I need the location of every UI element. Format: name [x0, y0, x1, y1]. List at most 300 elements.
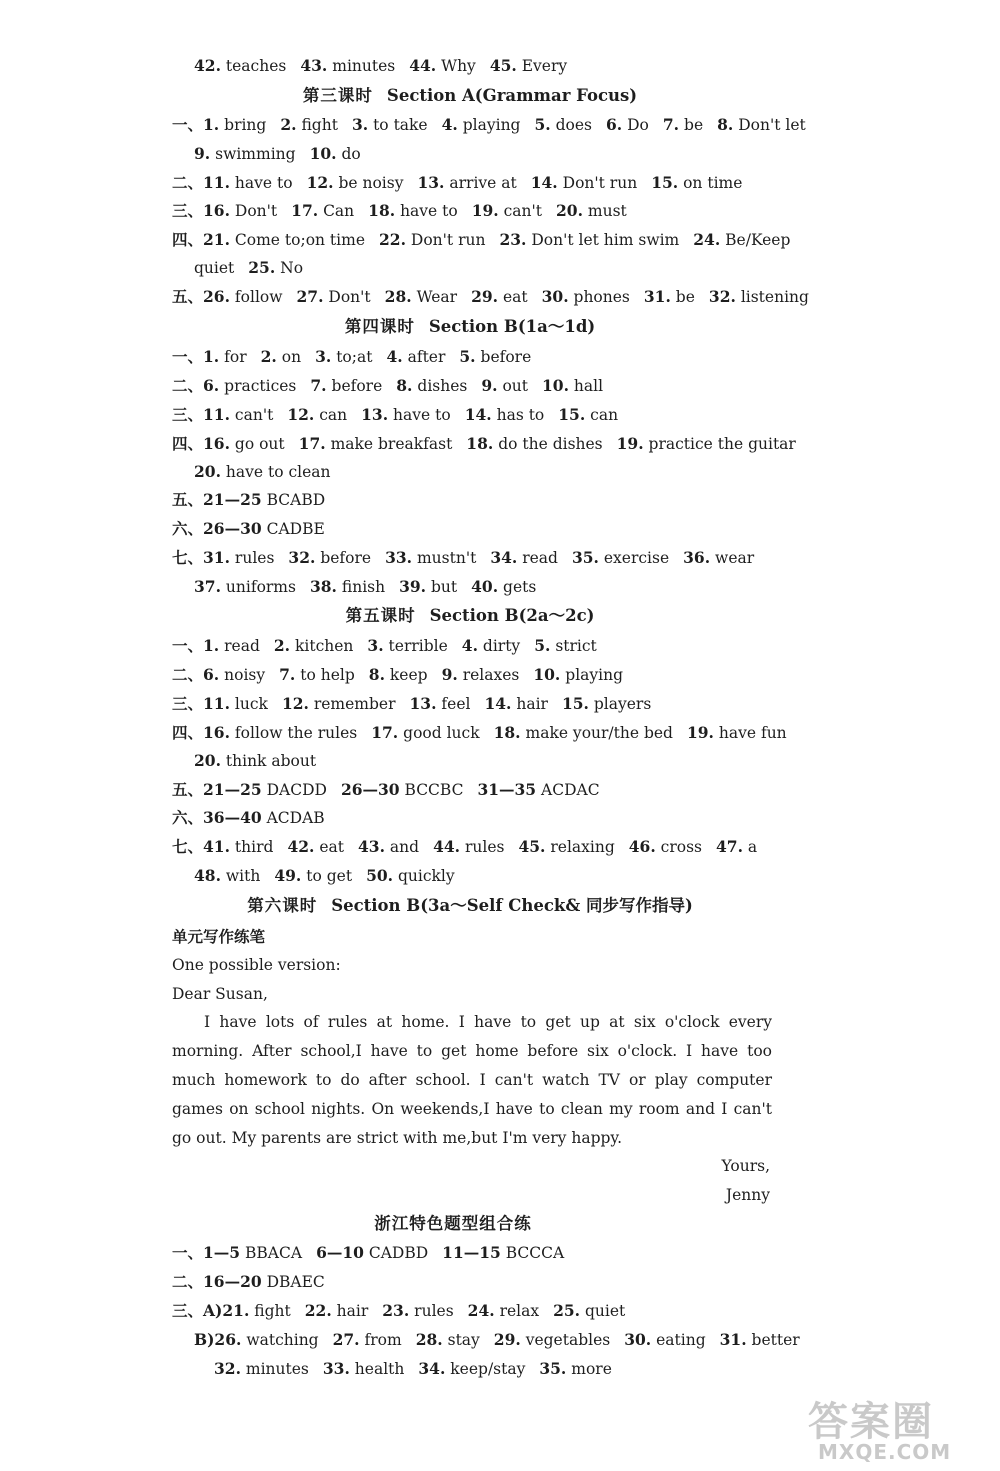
answer-text: players: [593, 695, 652, 713]
answer-item: [203, 520, 325, 538]
question-number: 29.: [471, 287, 499, 306]
answer-text: kitchen: [295, 637, 354, 655]
answer-item: [282, 695, 396, 713]
answer-item: [572, 549, 669, 567]
answer-text: after: [407, 348, 446, 366]
answer-item: [361, 406, 451, 424]
answer-item: [203, 116, 266, 134]
question-number: 34.: [418, 1359, 446, 1378]
answer-item: [542, 288, 630, 306]
answer-text: CADBD: [368, 1244, 429, 1262]
question-number: 19.: [686, 723, 714, 742]
question-number: 25.: [248, 258, 276, 277]
answer-text: must: [587, 202, 627, 220]
part-label: 三、: [172, 694, 204, 713]
answer-item: [203, 406, 273, 424]
part-label: 四、: [172, 723, 204, 742]
answer-text: have to: [234, 174, 293, 192]
question-number: 13.: [361, 405, 389, 424]
answer-item: [333, 1331, 402, 1349]
question-number: 18.: [368, 201, 396, 220]
answer-item: [472, 202, 542, 220]
question-number: 47.: [716, 837, 743, 856]
answer-text: to get: [306, 867, 353, 885]
answer-item: [533, 666, 623, 684]
section-title-cn: 第三课时: [302, 86, 373, 105]
question-number: 15.: [651, 173, 679, 192]
question-number: 4.: [441, 115, 458, 134]
answer-item: [203, 724, 357, 742]
question-number: 27.: [296, 287, 324, 306]
answer-item: [291, 202, 354, 220]
question-number: 12.: [306, 173, 334, 192]
answer-item: [624, 1331, 705, 1349]
part-label: 七、: [172, 548, 204, 567]
question-number: 45.: [489, 56, 517, 75]
question-number: 29.: [493, 1330, 521, 1349]
answer-line: [172, 200, 641, 222]
section-title: [0, 605, 940, 627]
answer-item: [366, 867, 455, 885]
answer-text: strict: [555, 637, 597, 655]
answer-line: [194, 55, 581, 77]
section-title: [0, 85, 940, 107]
question-number: 26.: [203, 287, 230, 306]
answer-item: [352, 116, 428, 134]
answer-text: hall: [573, 377, 604, 395]
answer-item: [542, 377, 603, 395]
question-number: 18.: [466, 434, 494, 453]
answer-item: [358, 838, 419, 856]
question-number: 6—10: [316, 1243, 364, 1262]
answer-text: have fun: [718, 724, 787, 742]
answer-item: [417, 174, 516, 192]
question-number: 24.: [467, 1301, 495, 1320]
answer-text: BCABD: [266, 491, 326, 509]
question-number: 20.: [556, 201, 583, 220]
answer-item: [499, 231, 679, 249]
answer-text: quiet: [585, 1302, 626, 1320]
part-label: 四、: [172, 230, 204, 249]
answer-text: remember: [313, 695, 396, 713]
answer-text: finish: [341, 578, 386, 596]
answer-item: [248, 259, 303, 277]
question-number: 31.: [643, 287, 671, 306]
answer-text: uniforms: [225, 578, 296, 596]
answer-item: [194, 752, 316, 770]
answer-text: CADBE: [266, 520, 325, 538]
answer-text: Don't run: [410, 231, 486, 249]
answer-item: [418, 1360, 525, 1378]
answer-item: [490, 57, 567, 75]
answer-text: Don't let: [738, 116, 806, 134]
question-number: 31.: [203, 548, 230, 567]
question-number: 36.: [683, 548, 711, 567]
answer-item: [307, 174, 404, 192]
answer-text: minutes: [332, 57, 396, 75]
question-number: 15.: [561, 694, 589, 713]
answer-text: be noisy: [338, 174, 404, 192]
answer-item: [465, 406, 545, 424]
answer-text: wear: [715, 549, 755, 567]
answer-line: [172, 114, 820, 136]
answer-text: good luck: [403, 724, 480, 742]
answer-text: from: [364, 1331, 402, 1349]
answer-text: can't: [234, 406, 274, 424]
watermark-cn: 答案圈: [808, 1399, 934, 1445]
answer-line: [172, 375, 617, 397]
answer-text: fight: [254, 1302, 291, 1320]
answer-text: and: [389, 838, 420, 856]
answer-line: [194, 143, 375, 165]
answer-item: [194, 145, 296, 163]
section-title-cn: 第六课时: [247, 896, 318, 915]
section-title: [0, 1213, 930, 1235]
answer-text: BCCCA: [505, 1244, 565, 1262]
question-number: 7.: [279, 665, 296, 684]
question-number: 22.: [379, 230, 406, 249]
answer-text: Don't run: [562, 174, 638, 192]
answer-item: [367, 637, 447, 655]
answer-item: [203, 781, 327, 799]
section-title-cn: 浙江特色题型组合练: [374, 1214, 532, 1233]
question-number: 34.: [490, 548, 518, 567]
answer-text: to;at: [336, 348, 373, 366]
part-label: 二、: [172, 1272, 204, 1291]
answer-text: more: [571, 1360, 612, 1378]
answer-item: [194, 1331, 319, 1349]
answer-item: [203, 348, 247, 366]
answer-item: [471, 578, 536, 596]
answer-item: [693, 231, 790, 249]
answer-item: [494, 724, 673, 742]
answer-item: [539, 1360, 612, 1378]
answer-text: vegetables: [525, 1331, 611, 1349]
question-number: 2.: [273, 636, 291, 655]
part-label: 七、: [172, 837, 204, 856]
answer-item: [194, 57, 286, 75]
section-title-cn: 第四课时: [344, 317, 415, 336]
answer-line: [172, 286, 823, 308]
question-number: 16.: [203, 201, 230, 220]
part-label: 五、: [172, 287, 204, 306]
question-number: 38.: [309, 577, 337, 596]
answer-line: [172, 836, 771, 858]
answer-line: [172, 693, 665, 715]
question-number: 20.: [194, 751, 221, 770]
question-number: 14.: [464, 405, 492, 424]
answer-text: follow the rules: [234, 724, 358, 742]
part-label: 二、: [172, 376, 204, 395]
question-number: 31.: [719, 1330, 747, 1349]
answer-item: [279, 666, 355, 684]
question-number: 10.: [533, 665, 561, 684]
answer-text: before: [480, 348, 532, 366]
answer-item: [203, 695, 268, 713]
question-number: 32.: [708, 287, 736, 306]
answer-item: [386, 348, 445, 366]
answer-text: eat: [502, 288, 528, 306]
answer-text: noisy: [224, 666, 266, 684]
question-number: 9.: [441, 665, 458, 684]
answer-item: [433, 838, 504, 856]
answer-text: bring: [224, 116, 267, 134]
question-number: 5.: [534, 115, 551, 134]
question-number: 16—20: [203, 1272, 262, 1291]
answer-item: [203, 1302, 291, 1320]
answer-item: [371, 724, 479, 742]
question-number: 33.: [322, 1359, 350, 1378]
question-number: 2.: [260, 347, 277, 366]
answer-item: [410, 695, 471, 713]
answer-item: [341, 781, 464, 799]
answer-text: stay: [447, 1331, 480, 1349]
part-label: 一、: [172, 636, 204, 655]
answer-item: [299, 435, 453, 453]
writing-heading: 单元写作练笔: [172, 927, 266, 946]
answer-item: [629, 838, 702, 856]
answer-text: minutes: [245, 1360, 309, 1378]
answer-item: [468, 1302, 539, 1320]
part-label: 五、: [172, 490, 204, 509]
answer-item: [459, 348, 531, 366]
question-number: 12.: [287, 405, 315, 424]
answer-text: phones: [573, 288, 630, 306]
answer-item: [409, 57, 476, 75]
answer-item: [442, 116, 521, 134]
answer-text: be: [684, 116, 704, 134]
answer-item: [316, 1244, 428, 1262]
answer-text: can: [590, 406, 619, 424]
question-number: 13.: [409, 694, 437, 713]
watermark-en: MXQE.COM: [818, 1440, 952, 1464]
answer-text: better: [751, 1331, 800, 1349]
question-number: 1.: [203, 115, 220, 134]
question-number: 44.: [409, 56, 437, 75]
letter-signature: Jenny: [725, 1186, 770, 1204]
section-title-en: Section A(Grammar Focus): [386, 86, 638, 105]
question-number: 6.: [203, 376, 220, 395]
answer-item: [462, 637, 520, 655]
question-number: 35.: [571, 548, 599, 567]
answer-item: [203, 838, 273, 856]
answer-item: [687, 724, 787, 742]
section-title: [0, 895, 940, 917]
answer-line: [214, 1358, 626, 1380]
answer-item: [385, 549, 476, 567]
answer-text: playing: [565, 666, 624, 684]
answer-text: eating: [656, 1331, 706, 1349]
part-label: 四、: [172, 434, 204, 453]
answer-text: be: [675, 288, 695, 306]
answer-item: [534, 637, 597, 655]
question-number: 28.: [384, 287, 412, 306]
answer-text: have to: [393, 406, 451, 424]
question-number: 17.: [371, 723, 399, 742]
part-label: 二、: [172, 173, 204, 192]
answer-text: has to: [496, 406, 545, 424]
answer-item: [382, 1302, 453, 1320]
answer-text: quickly: [397, 867, 455, 885]
question-number: 8.: [717, 115, 734, 134]
answer-item: [716, 838, 757, 856]
answer-text: before: [320, 549, 372, 567]
answer-text: practice the guitar: [648, 435, 796, 453]
section-title-en: Section B(3a～Self Check& 同步写作指导): [331, 896, 693, 915]
answer-item: [203, 174, 293, 192]
answer-text: Every: [521, 57, 568, 75]
answer-item: [194, 578, 296, 596]
answer-item: [214, 1360, 309, 1378]
answer-item: [323, 1360, 404, 1378]
answer-text: do: [341, 145, 361, 163]
answer-text: relaxing: [550, 838, 615, 856]
question-number: 19.: [616, 434, 644, 453]
answer-item: [484, 695, 548, 713]
part-label: 一、: [172, 347, 204, 366]
answer-line: [172, 635, 611, 657]
answer-item: [203, 377, 296, 395]
answer-text: for: [224, 348, 247, 366]
answer-text: hair: [516, 695, 548, 713]
answer-text: make breakfast: [330, 435, 453, 453]
answer-item: [442, 1244, 564, 1262]
answer-item: [534, 116, 592, 134]
question-number: 15.: [558, 405, 586, 424]
answer-text: BCCBC: [404, 781, 464, 799]
part-label: 一、: [172, 1243, 204, 1262]
answer-item: [396, 377, 467, 395]
section-title-cn: 第五课时: [345, 606, 416, 625]
answer-item: [663, 116, 703, 134]
writing-intro: One possible version:: [172, 956, 341, 974]
question-number: 21—25: [203, 490, 262, 509]
answer-text: teaches: [225, 57, 287, 75]
answer-text: with: [225, 867, 261, 885]
answer-line: [194, 865, 469, 887]
question-number: 5.: [459, 347, 476, 366]
answer-line: [172, 1300, 639, 1322]
question-number: 4.: [461, 636, 478, 655]
question-number: 1—5: [203, 1243, 241, 1262]
question-number: 12.: [281, 694, 309, 713]
answer-text: a: [747, 838, 758, 856]
answer-text: Be/Keep: [725, 231, 791, 249]
answer-item: [274, 867, 352, 885]
answer-text: Do: [627, 116, 649, 134]
question-number: 16.: [203, 434, 230, 453]
answer-item: [553, 1302, 625, 1320]
answer-item: [203, 1244, 302, 1262]
answer-line: [172, 722, 801, 744]
answer-text: on time: [683, 174, 743, 192]
answer-item: [617, 435, 796, 453]
question-number: 32.: [214, 1359, 241, 1378]
answer-line: [194, 576, 550, 598]
answer-item: [720, 1331, 800, 1349]
answer-line: [194, 1329, 814, 1351]
part-label: 二、: [172, 665, 204, 684]
question-number: 6.: [606, 115, 623, 134]
answer-line: [172, 807, 339, 829]
answer-text: read: [224, 637, 260, 655]
answer-text: DACDD: [266, 781, 327, 799]
answer-text: rules: [234, 549, 275, 567]
answer-text: think about: [225, 752, 317, 770]
answer-item: [305, 1302, 369, 1320]
answer-item: [297, 288, 371, 306]
question-number: 10.: [542, 376, 569, 395]
question-number: B)26.: [194, 1330, 242, 1349]
question-number: 21—25: [203, 780, 262, 799]
answer-text: can't: [503, 202, 543, 220]
answer-item: [194, 463, 331, 481]
answer-item: [490, 549, 558, 567]
question-number: 32.: [288, 548, 316, 567]
answer-text: cross: [660, 838, 702, 856]
answer-text: arrive at: [449, 174, 517, 192]
answer-text: have to: [400, 202, 458, 220]
answer-item: [558, 406, 618, 424]
question-number: 43.: [300, 56, 328, 75]
answer-line: [172, 518, 339, 540]
question-number: 4.: [386, 347, 403, 366]
question-number: 11—15: [442, 1243, 501, 1262]
answer-item: [416, 1331, 480, 1349]
answer-line: [172, 404, 632, 426]
question-number: 33.: [385, 548, 413, 567]
answer-item: [717, 116, 806, 134]
answer-item: [606, 116, 649, 134]
answer-line: [172, 489, 339, 511]
answer-text: read: [522, 549, 558, 567]
answer-text: dirty: [482, 637, 521, 655]
question-number: 11.: [203, 405, 230, 424]
question-number: 21.: [203, 230, 230, 249]
answer-text: have to clean: [225, 463, 331, 481]
answer-text: playing: [462, 116, 521, 134]
section-title-en: Section B(2a～2c): [429, 606, 595, 625]
part-label: 三、: [172, 1301, 204, 1320]
answer-line: [172, 229, 804, 251]
question-number: 11.: [203, 694, 230, 713]
question-number: 26—30: [340, 780, 400, 799]
question-number: 10.: [309, 144, 337, 163]
answer-text: fight: [301, 116, 338, 134]
answer-line: [172, 664, 637, 686]
question-number: 43.: [358, 837, 385, 856]
answer-text: dishes: [417, 377, 468, 395]
letter-greeting: Dear Susan,: [172, 985, 268, 1003]
answer-item: [651, 174, 742, 192]
answer-text: does: [555, 116, 592, 134]
answer-item: [369, 666, 428, 684]
question-number: 44.: [433, 837, 461, 856]
answer-line: [172, 172, 756, 194]
question-number: 37.: [194, 577, 221, 596]
answer-item: [203, 202, 277, 220]
question-number: 27.: [332, 1330, 360, 1349]
answer-text: to help: [300, 666, 355, 684]
question-number: 26—30: [203, 519, 262, 538]
answer-item: [203, 491, 325, 509]
question-number: 2.: [280, 115, 297, 134]
answer-item: [442, 666, 520, 684]
answer-text: keep/stay: [450, 1360, 526, 1378]
answer-item: [203, 809, 325, 827]
answer-text: rules: [464, 838, 505, 856]
question-number: 3.: [315, 347, 332, 366]
